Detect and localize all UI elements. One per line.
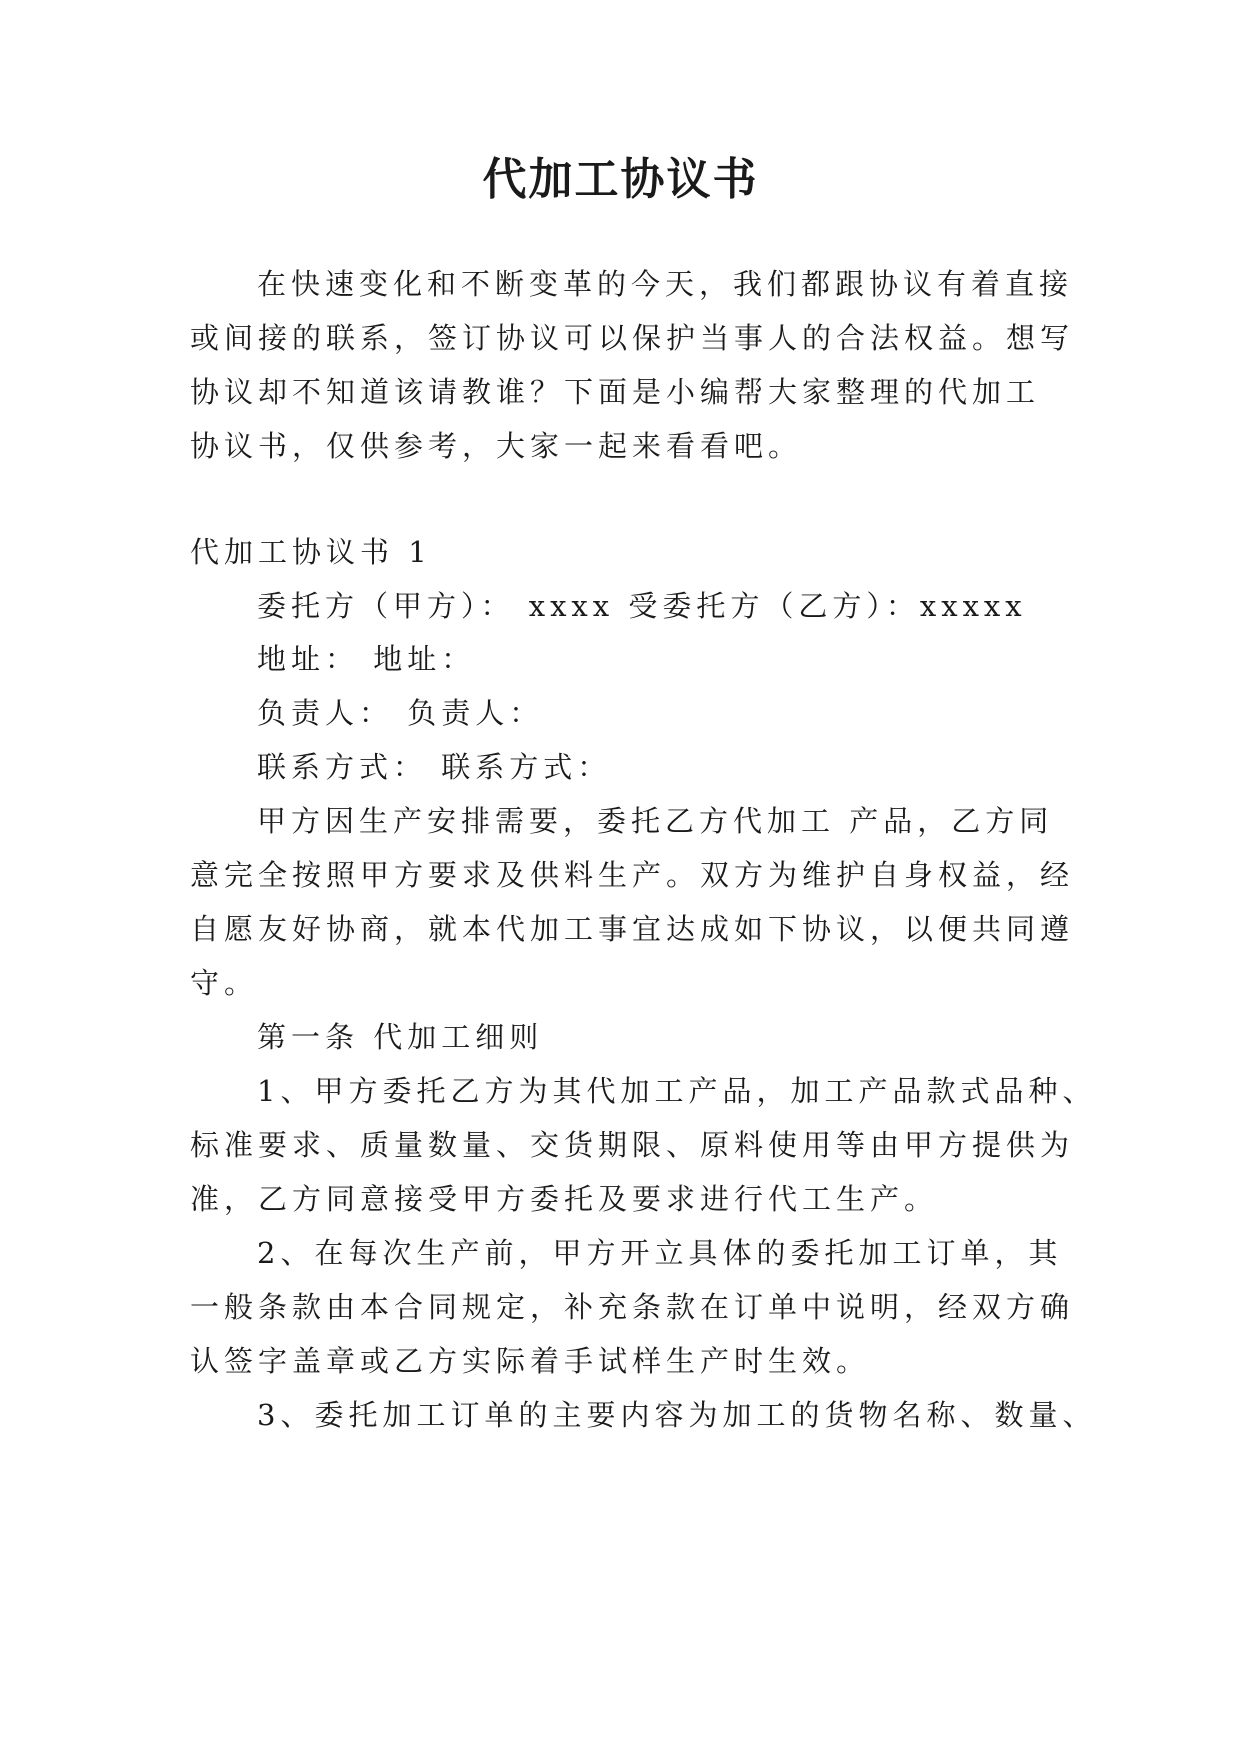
intro-line-3: 协议却不知道该请教谁？下面是小编帮大家整理的代加工 (190, 375, 1041, 409)
clause-1-line-1: 1、甲方委托乙方为其代加工产品，加工产品款式品种、 (257, 1074, 1097, 1108)
party-line: 委托方（甲方）： xxxx 受委托方（乙方）：xxxxx (257, 589, 1027, 623)
clause-1-line-2: 标准要求、质量数量、交货期限、原料使用等由甲方提供为 (190, 1128, 1075, 1162)
clause-3-line-1: 3、委托加工订单的主要内容为加工的货物名称、数量、 (257, 1398, 1097, 1432)
preamble-line-3: 自愿友好协商，就本代加工事宜达成如下协议，以便共同遵 (190, 912, 1075, 946)
section-heading: 代加工协议书 1 (190, 535, 432, 569)
preamble-line-1: 甲方因生产安排需要，委托乙方代加工 产品，乙方同 (257, 804, 1054, 838)
intro-line-1: 在快速变化和不断变革的今天，我们都跟协议有着直接 (257, 267, 1074, 301)
contact-line: 联系方式： 联系方式： (257, 750, 612, 784)
intro-line-2: 或间接的联系，签订协议可以保护当事人的合法权益。想写 (190, 321, 1075, 355)
article-heading: 第一条 代加工细则 (257, 1020, 544, 1054)
clause-2-line-3: 认签字盖章或乙方实际着手试样生产时生效。 (190, 1344, 871, 1378)
preamble-line-4: 守。 (190, 966, 259, 1000)
document-title: 代加工协议书 (482, 154, 759, 205)
preamble-line-2: 意完全按照甲方要求及供料生产。双方为维护自身权益，经 (190, 858, 1075, 892)
intro-line-4: 协议书，仅供参考，大家一起来看看吧。 (190, 429, 803, 463)
person-in-charge-line: 负责人： 负责人： (257, 696, 544, 730)
clause-2-line-2: 一般条款由本合同规定，补充条款在订单中说明，经双方确 (190, 1290, 1075, 1324)
clause-2-line-1: 2、在每次生产前，甲方开立具体的委托加工订单，其 (257, 1236, 1063, 1270)
address-line: 地址： 地址： (257, 642, 476, 676)
clause-1-line-3: 准，乙方同意接受甲方委托及要求进行代工生产。 (190, 1182, 939, 1216)
